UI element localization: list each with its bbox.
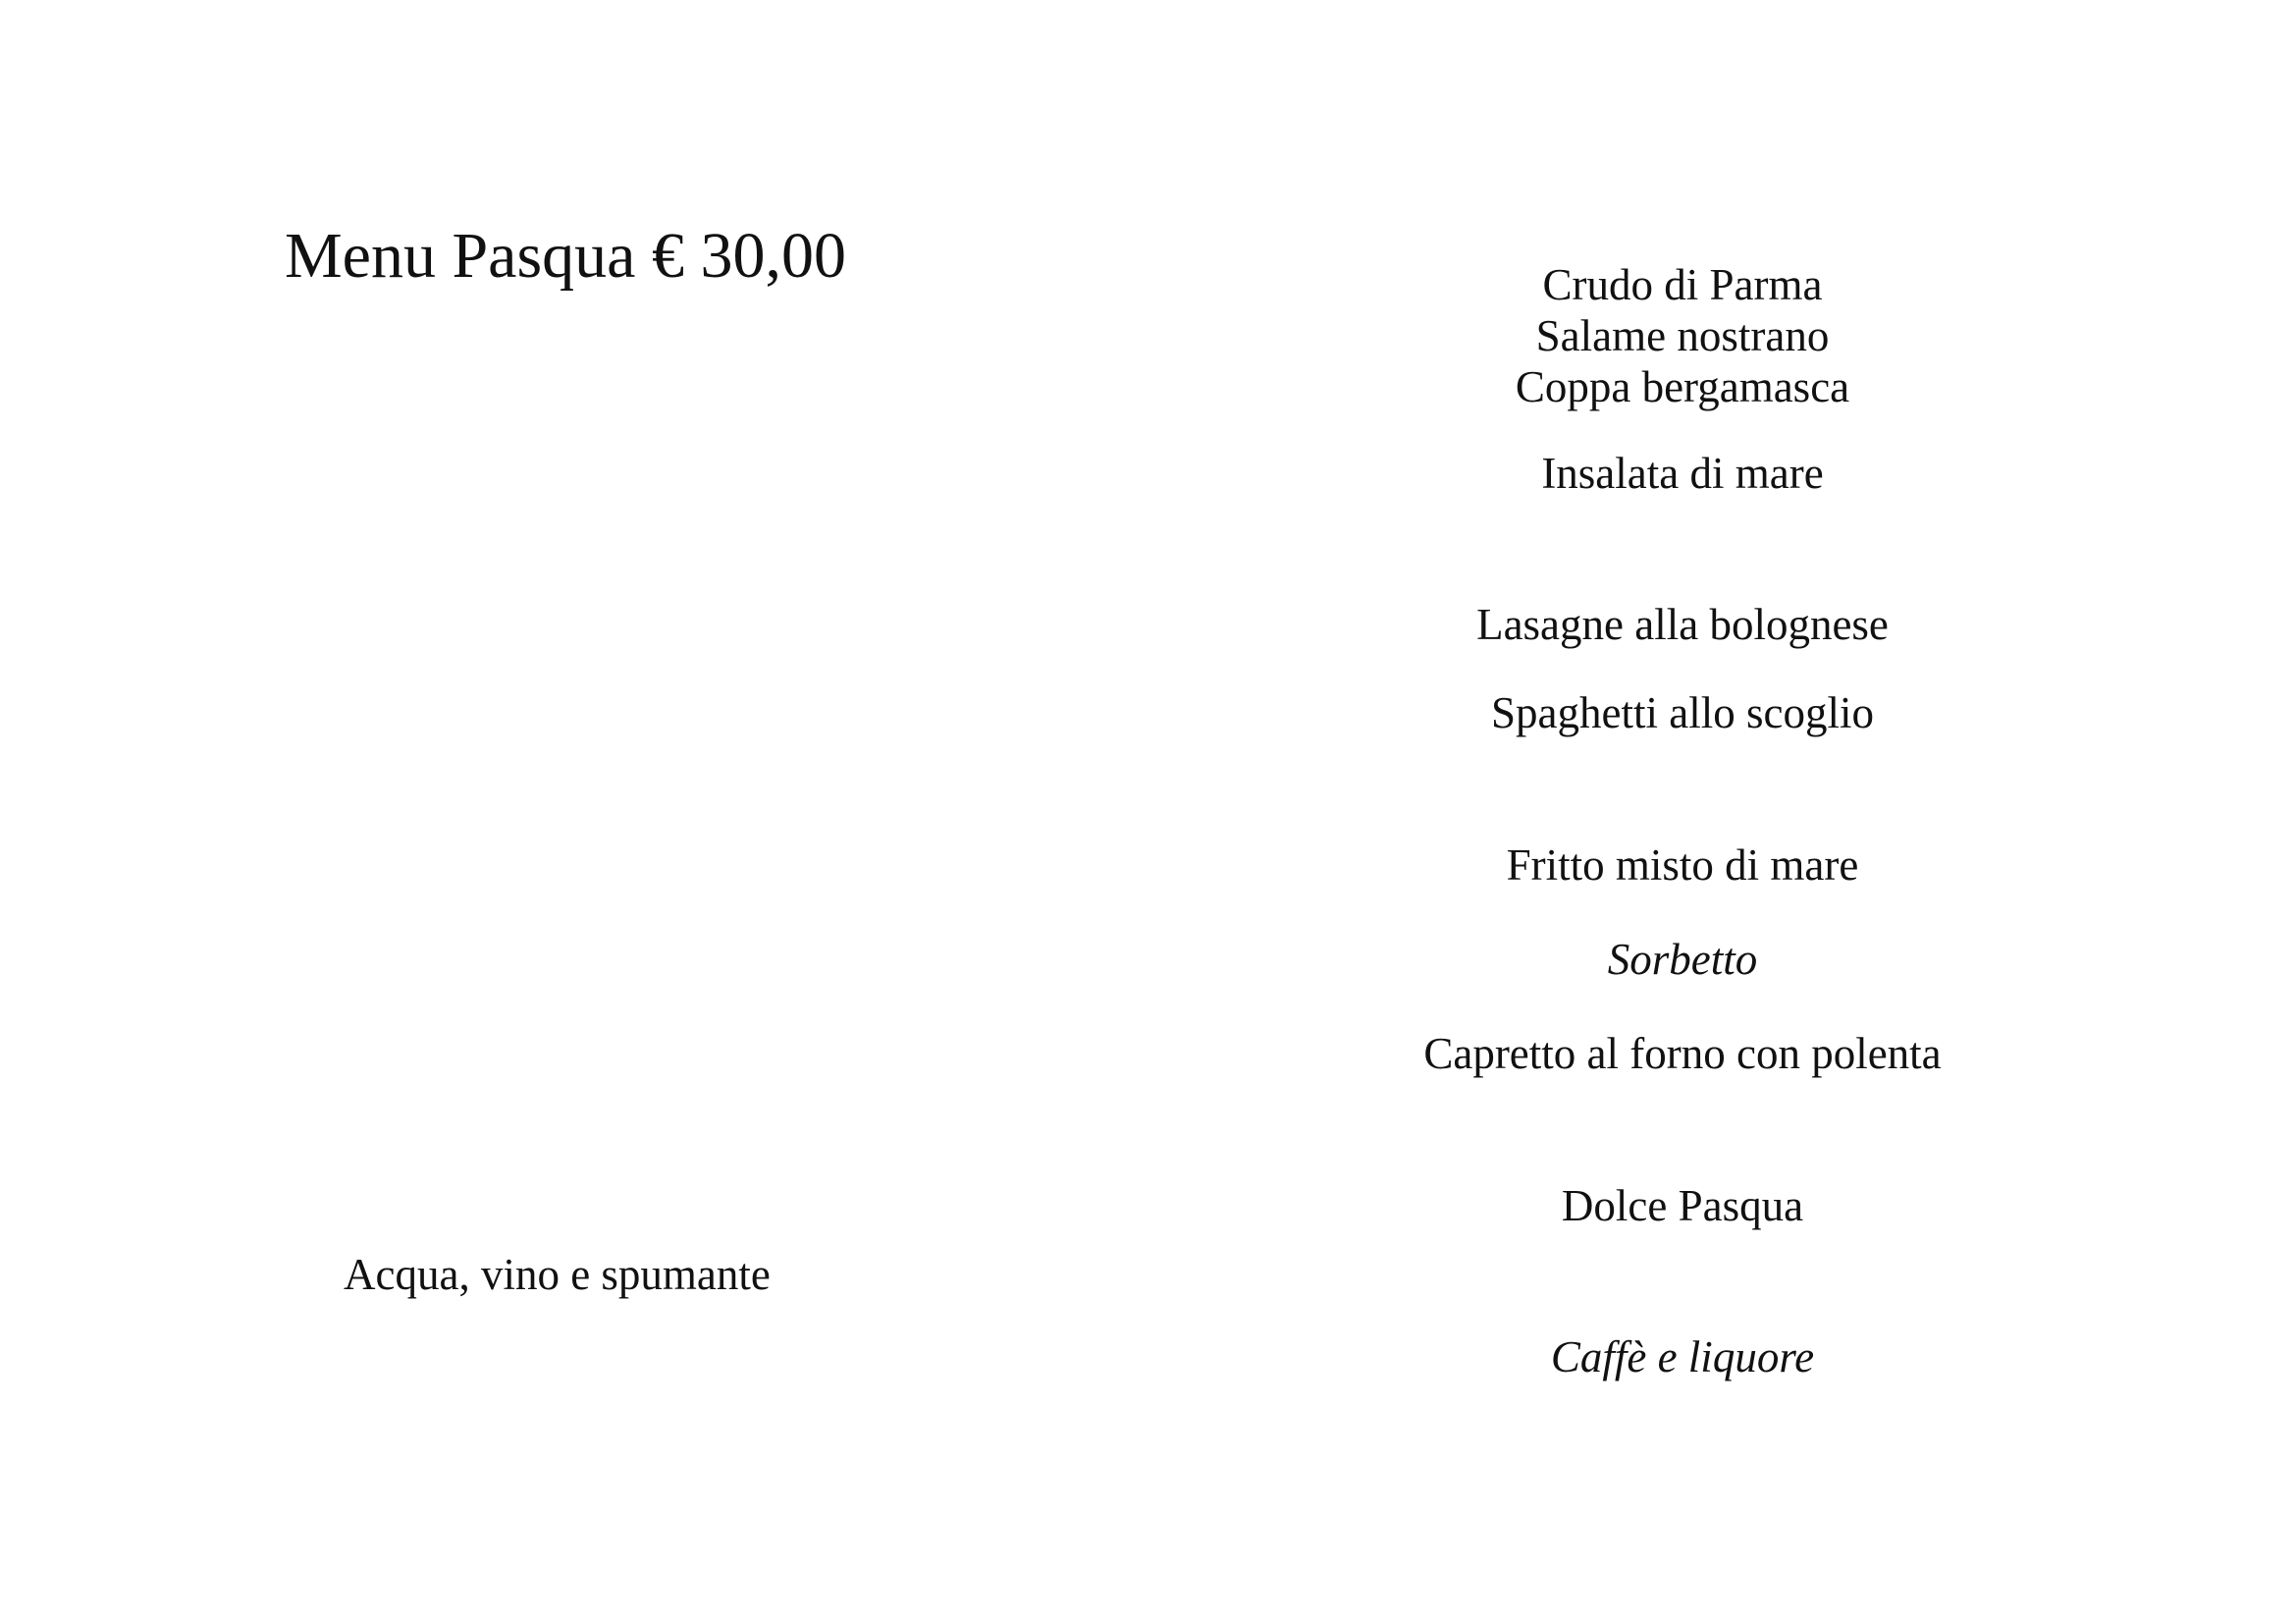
dish-capretto: Capretto al forno con polenta <box>1423 1029 1942 1078</box>
dish-item: Crudo di Parma <box>1542 260 1823 309</box>
dish-lasagne: Lasagne alla bolognese <box>1476 600 1889 649</box>
dish-seafood-salad: Insalata di mare <box>1541 449 1824 498</box>
antipasti-cold-cuts <box>1192 259 2173 412</box>
dish-dessert: Dolce Pasqua <box>1561 1181 1804 1230</box>
dish-item: Coppa bergamasca <box>1515 362 1850 411</box>
drinks-note: Acqua, vino e spumante <box>344 1250 771 1299</box>
dish-sorbetto: Sorbetto <box>1607 935 1758 984</box>
dish-item: Salame nostrano <box>1535 311 1830 360</box>
dish-coffee: Caffè e liquore <box>1550 1332 1815 1381</box>
dish-spaghetti: Spaghetti allo scoglio <box>1491 688 1874 737</box>
menu-title: Menu Pasqua € 30,00 <box>285 220 846 292</box>
dish-fritto-misto: Fritto misto di mare <box>1506 840 1859 890</box>
